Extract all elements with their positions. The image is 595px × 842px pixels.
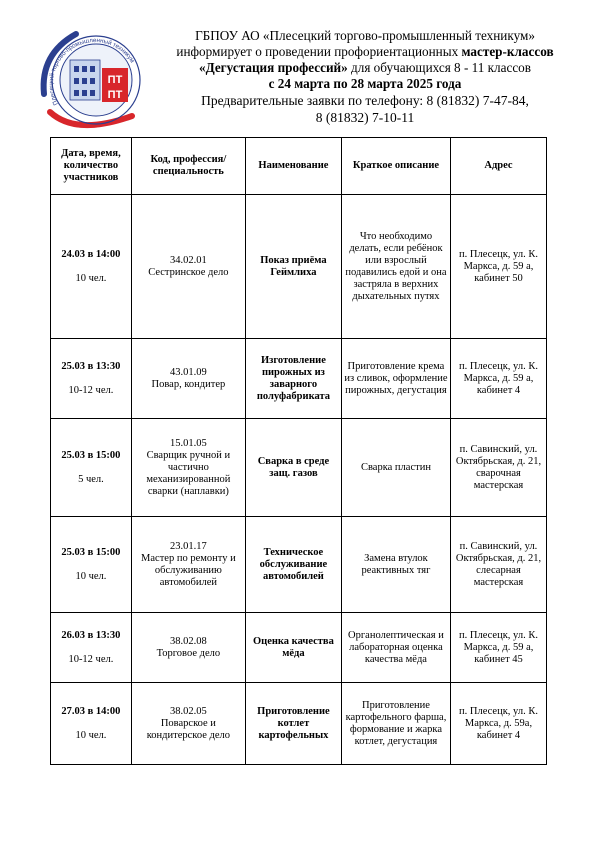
info-bold: мастер-классов	[461, 44, 554, 59]
name-cell: Техническое обслуживание автомобилей	[245, 517, 341, 613]
header-code: Код, профессия/ специальность	[131, 138, 245, 195]
event-line: «Дегустация профессий» для обучающихся 8 - 11 классов	[199, 60, 531, 75]
table-row	[51, 683, 547, 765]
code-cell: 23.01.17 Мастер по ремонту и обслуживанию автомобилей	[131, 517, 245, 613]
logo-letters-top: ПТ	[107, 74, 123, 86]
name-cell: Сварка в среде защ. газов	[245, 419, 341, 517]
code-cell: 38.02.05 Поварское и кондитерское дело	[131, 683, 245, 765]
table-row	[51, 517, 547, 613]
address-cell: п. Савинский, ул. Октябрьская, д. 21, сварочная мастерская	[451, 419, 547, 517]
address-cell: п. Плесецк, ул. К. Маркса, д. 59 а, кабинет 4	[451, 339, 547, 419]
header-address: Адрес	[451, 138, 547, 195]
table-row	[51, 195, 547, 339]
table-header-row	[51, 138, 547, 195]
name-cell: Оценка качества мёда	[245, 613, 341, 683]
date-cell: 26.03 в 13:30 10-12 чел.	[51, 613, 132, 683]
name-cell: Изготовление пирожных из заварного полуфабриката	[245, 339, 341, 419]
name-cell: Показ приёма Геймлиха	[245, 195, 341, 339]
description-cell: Органолептическая и лабораторная оценка качества мёда	[341, 613, 450, 683]
address-cell: п. Плесецк, ул. К. Маркса, д. 59а, кабинет 4	[451, 683, 547, 765]
code-cell: 38.02.08 Торговое дело	[131, 613, 245, 683]
dates-line: с 24 марта по 28 марта 2025 года	[268, 76, 462, 91]
address-cell: п. Плесецк, ул. К. Маркса, д. 59 а, кабинет 50	[451, 195, 547, 339]
description-cell: Замена втулок реактивных тяг	[341, 517, 450, 613]
contact-line-2: 8 (81832) 7-10-11	[315, 110, 415, 125]
info-line: информирует о проведении профориентационных мастер-классов	[176, 44, 554, 59]
date-cell: 25.03 в 15:00 5 чел.	[51, 419, 132, 517]
date-cell: 25.03 в 13:30 10-12 чел.	[51, 339, 132, 419]
table-row	[51, 419, 547, 517]
table-row	[51, 613, 547, 683]
address-cell: п. Плесецк, ул. К. Маркса, д. 59 а, кабинет 45	[451, 613, 547, 683]
page-header	[150, 28, 580, 126]
table-row	[51, 339, 547, 419]
event-title: «Дегустация профессий»	[199, 60, 348, 75]
name-cell: Приготовление котлет картофельных	[245, 683, 341, 765]
code-cell: 43.01.09 Повар, кондитер	[131, 339, 245, 419]
header-date: Дата, время, количество участников	[51, 138, 132, 195]
logo-letters-bottom: ПТ	[107, 89, 123, 101]
code-cell: 34.02.01 Сестринское дело	[131, 195, 245, 339]
description-cell: Сварка пластин	[341, 419, 450, 517]
date-cell: 25.03 в 15:00 10 чел.	[51, 517, 132, 613]
college-logo	[36, 24, 154, 136]
logo-ring-text: Плесецкий торгово-промышленный техникум	[47, 37, 136, 107]
header-description: Краткое описание	[341, 138, 450, 195]
code-cell: 15.01.05 Сварщик ручной и частично механизированной сварки (наплавки)	[131, 419, 245, 517]
date-cell: 24.03 в 14:00 10 чел.	[51, 195, 132, 339]
address-cell: п. Савинский, ул. Октябрьская, д. 21, слесарная мастерская	[451, 517, 547, 613]
description-cell: Приготовление крема из сливок, оформление пирожных, дегустация	[341, 339, 450, 419]
description-cell: Что необходимо делать, если ребёнок или взрослый подавились едой и она застряла в верхних дыхательных путях	[341, 195, 450, 339]
contact-line-1: Предварительные заявки по телефону: 8 (81832) 7-47-84,	[201, 93, 529, 108]
description-cell: Приготовление картофельного фарша, формование и жарка котлет, дегустация	[341, 683, 450, 765]
schedule-table	[50, 137, 547, 765]
header-name: Наименование	[245, 138, 341, 195]
org-line: ГБПОУ АО «Плесецкий торгово-промышленный техникум»	[195, 28, 535, 43]
date-cell: 27.03 в 14:00 10 чел.	[51, 683, 132, 765]
